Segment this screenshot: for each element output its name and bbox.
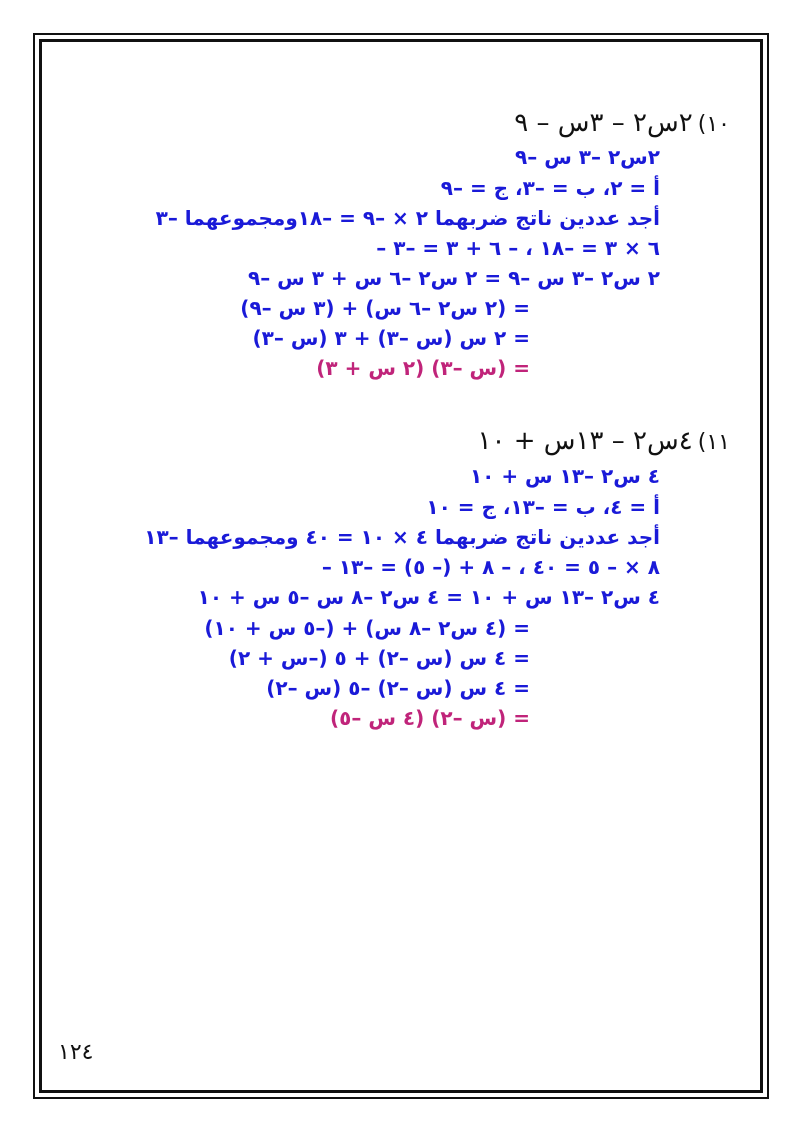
step-line: أ = ٢، ب = –٣، ج = –٩ (440, 176, 660, 200)
step-line: – ٦ × ٣ = –١٨ ، – ٦ + ٣ = –٣ (376, 236, 660, 260)
step-line: – ٨ × – ٥ = ٤٠ ، – ٨ + (– ٥) = –١٣ (321, 555, 660, 579)
problem-11-expression: ٤س٢ – ١٣س + ١٠ (477, 426, 693, 456)
answer-line: = (س –٣) (٢ س + ٣) (316, 356, 530, 380)
problem-10-label: ١٠) (697, 112, 730, 137)
problem-10-expression: ٢س٢ – ٣س – ٩ (514, 108, 693, 138)
step-line: ٤ س٢ –١٣ س + ١٠ (469, 464, 660, 488)
step-line: ٢س٢ –٣ س –٩ (515, 145, 660, 169)
step-line: ٤ س٢ –١٣ س + ١٠ = ٤ س٢ –٨ س –٥ س + ١٠ (197, 585, 660, 609)
step-line: أجد عددين ناتج ضربهما ٢ × –٩ = –١٨ومجموعهما –٣ (155, 206, 660, 230)
step-line: = ٤ س (س –٢) + ٥ (–س + ٢) (228, 646, 530, 670)
step-line: = ٤ س (س –٢) –٥ (س –٢) (266, 676, 530, 700)
problem-10-header (514, 108, 730, 138)
step-line: ٢ س٢ –٣ س –٩ = ٢ س٢ –٦ س + ٣ س –٩ (247, 266, 660, 290)
answer-line: = (س –٢) (٤ س –٥) (330, 706, 530, 730)
step-line: = (٢ س٢ –٦ س) + (٣ س –٩) (240, 296, 530, 320)
step-line: = ٢ س (س –٣) + ٣ (س –٣) (252, 326, 530, 350)
problem-11-header (478, 426, 730, 456)
step-line: = (٤ س٢ –٨ س) + (–٥ س + ١٠) (204, 616, 530, 640)
problem-11-label: ١١) (697, 430, 730, 455)
step-line: أ = ٤، ب = –١٣، ج = ١٠ (426, 495, 660, 519)
step-line: أجد عددين ناتج ضربهما ٤ × ١٠ = ٤٠ ومجموعهما –١٣ (144, 525, 660, 549)
page-number: ١٢٤ (58, 1040, 94, 1065)
